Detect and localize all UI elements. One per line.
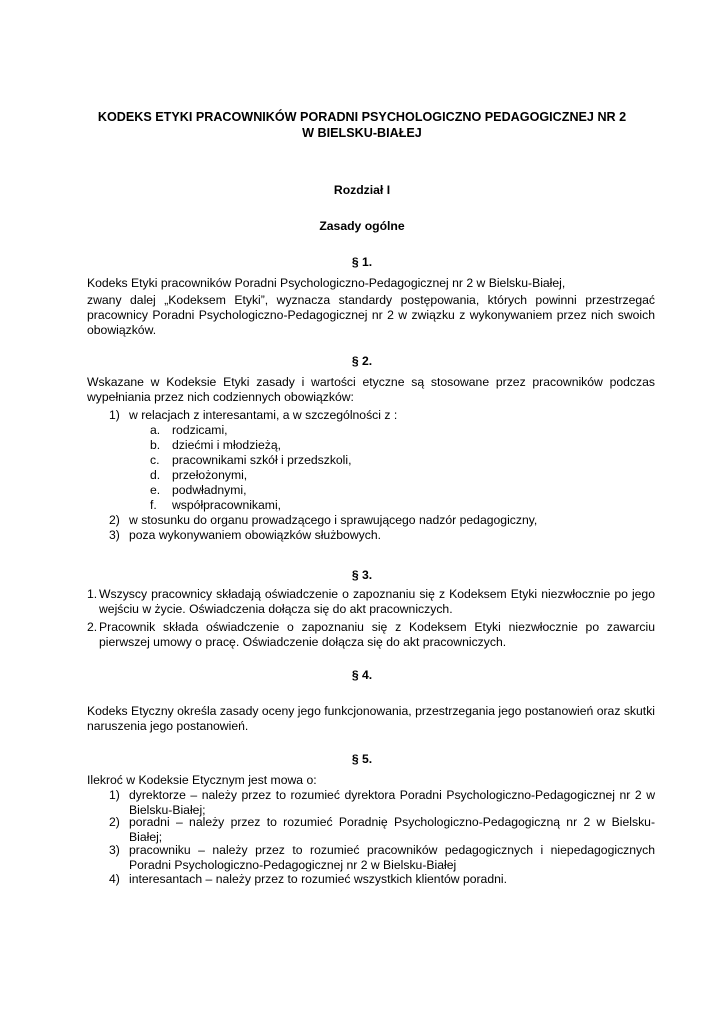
sub-list-text: podwładnymi, xyxy=(172,483,247,497)
chapter-label: Rozdział I xyxy=(333,183,391,197)
sub-list-item xyxy=(150,498,281,513)
sub-list-letter: a. xyxy=(150,423,161,437)
sub-list-text: pracownikami szkół i przedszkoli, xyxy=(172,453,352,467)
list-number: 2. xyxy=(87,620,98,634)
list-text: Pracownik składa oświadczenie o zapoznaniu się z Kodeksem Etyki niezwłocznie po zawarciu pierwszej umowy o pracę. Oświadczenie dołącza się do akt pracowniczych. xyxy=(99,620,655,649)
section-1-first-line: Kodeks Etyki pracowników Poradni Psychologiczno-Pedagogicznej nr 2 w Bielsku-Białej, xyxy=(87,276,566,290)
list-item xyxy=(109,843,655,873)
list-text: dyrektorze – należy przez to rozumieć dyrektora Poradni Psychologiczno-Pedagogicznej nr 2 w Bielsku-Białej; xyxy=(129,788,655,817)
section-2-heading: § 2. xyxy=(351,354,373,368)
list-number: 1) xyxy=(109,408,120,422)
document-title xyxy=(0,109,724,141)
title-line-2: W BIELSKU-BIAŁEJ xyxy=(302,126,422,140)
list-text: w stosunku do organu prowadzącego i sprawującego nadzór pedagogiczny, xyxy=(129,513,538,527)
list-item xyxy=(109,513,537,528)
sub-list-letter: c. xyxy=(150,453,160,467)
sub-list-text: przełożonymi, xyxy=(172,468,248,482)
section-1-paragraph: zwany dalej „Kodeksem Etyki”, wyznacza standardy postępowania, których powinni przestrzegać pracownicy Poradni Psychologiczno-Pedagogicznej nr 2 w związku z wykonywaniem przez nich swoich obowiązków. xyxy=(87,293,655,337)
list-item xyxy=(109,815,655,845)
section-4-heading: § 4. xyxy=(351,668,373,682)
chapter-name: Zasady ogólne xyxy=(319,219,405,233)
list-number: 3) xyxy=(109,843,120,857)
sub-list-text: współpracownikami, xyxy=(172,498,282,512)
list-item xyxy=(109,408,397,423)
section-1-heading: § 1. xyxy=(351,255,373,269)
section-5-heading: § 5. xyxy=(351,752,373,766)
list-item xyxy=(109,528,381,543)
sub-list-text: dziećmi i młodzieżą, xyxy=(172,438,282,452)
title-line-1: KODEKS ETYKI PRACOWNIKÓW PORADNI PSYCHOLOGICZNO PEDAGOGICZNEJ NR 2 xyxy=(97,110,627,124)
list-text: interesantach – należy przez to rozumieć wszystkich klientów poradni. xyxy=(129,872,507,886)
sub-list-item xyxy=(150,438,281,453)
list-item xyxy=(109,872,507,887)
section-2-intro: Wskazane w Kodeksie Etyki zasady i wartości etyczne są stosowane przez pracowników podczas wypełniania przez nich codziennych obowiązków: xyxy=(87,375,655,404)
list-text: poradni – należy przez to rozumieć Poradnię Psychologiczno-Pedagogiczną nr 2 w Bielsku-Białej; xyxy=(129,815,655,844)
sub-list-item xyxy=(150,468,247,483)
list-text: pracowniku – należy przez to rozumieć pracowników pedagogicznych i niepedagogicznych Poradni Psychologiczno-Pedagogicznej nr 2 w Bielsku-Białej xyxy=(129,843,655,872)
sub-list-item xyxy=(150,483,247,498)
sub-list-letter: e. xyxy=(150,483,161,497)
list-item xyxy=(109,788,655,818)
list-item xyxy=(87,587,655,617)
sub-list-letter: d. xyxy=(150,468,161,482)
list-number: 3) xyxy=(109,528,120,542)
list-number: 1. xyxy=(87,587,98,601)
list-number: 2) xyxy=(109,815,120,829)
list-text: poza wykonywaniem obowiązków służbowych. xyxy=(129,528,381,542)
sub-list-item xyxy=(150,453,352,468)
sub-list-letter: b. xyxy=(150,438,161,452)
sub-list-item xyxy=(150,423,228,438)
sub-list-text: rodzicami, xyxy=(172,423,228,437)
list-text: Wszyscy pracownicy składają oświadczenie o zapoznaniu się z Kodeksem Etyki niezwłocznie po jego wejściu w życie. Oświadczenia dołącza się do akt pracowniczych. xyxy=(99,587,655,616)
list-text: w relacjach z interesantami, a w szczególności z : xyxy=(129,408,398,422)
section-4-paragraph: Kodeks Etyczny określa zasady oceny jego funkcjonowania, przestrzegania jego postanowień oraz skutki naruszenia jego postanowień. xyxy=(87,704,655,733)
list-number: 4) xyxy=(109,872,120,886)
section-3-heading: § 3. xyxy=(351,568,373,582)
section-5-intro: Ilekroć w Kodeksie Etycznym jest mowa o: xyxy=(87,773,317,787)
list-number: 2) xyxy=(109,513,120,527)
list-number: 1) xyxy=(109,788,120,802)
sub-list-letter: f. xyxy=(150,498,157,512)
list-item xyxy=(87,620,655,650)
